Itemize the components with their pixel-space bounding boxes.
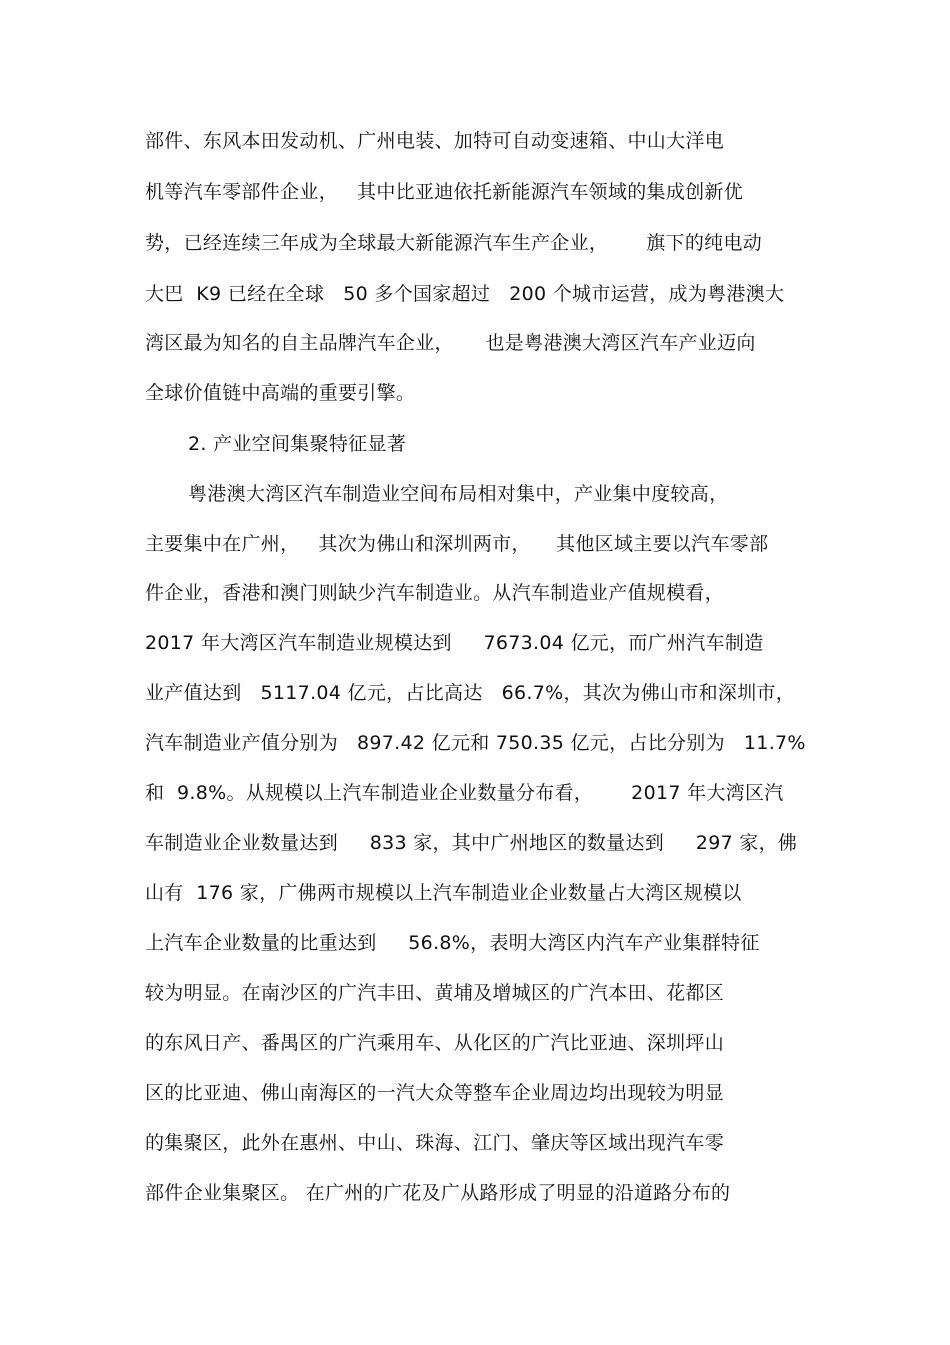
text-line: 部件、东风本田发动机、广州电装、加特可自动变速箱、中山大洋电 (145, 130, 725, 152)
text-line: 主要集中在广州， 其次为佛山和深圳两市， 其他区域主要以汽车零部 (145, 533, 769, 555)
text-line: 部件企业集聚区。 在广州的广花及广从路形成了明显的沿道路分布的 (145, 1182, 731, 1204)
text-line: 湾区最为知名的自主品牌汽车企业， 也是粤港澳大湾区汽车产业迈向 (145, 332, 756, 354)
text-line: 件企业，香港和澳门则缺少汽车制造业。从汽车制造业产值规模看， (145, 582, 725, 604)
text-line: 大巴 K9 已经在全球 50 多个国家超过 200 个城市运营，成为粤港澳大 (145, 283, 785, 305)
text-line: 区的比亚迪、佛山南海区的一汽大众等整车企业周边均出现较为明显 (145, 1082, 725, 1104)
text-line: 上汽车企业数量的比重达到 56.8%，表明大湾区内汽车产业集群特征 (145, 932, 760, 954)
text-line: 粤港澳大湾区汽车制造业空间布局相对集中，产业集中度较高， (188, 483, 729, 505)
text-line: 的集聚区，此外在惠州、中山、珠海、江门、肇庆等区域出现汽车零 (145, 1132, 725, 1154)
text-line: 山有 176 家，广佛两市规模以上汽车制造业企业数量占大湾区规模以 (145, 882, 742, 904)
text-line: 2017 年大湾区汽车制造业规模达到 7673.04 亿元，而广州汽车制造 (145, 632, 764, 654)
text-line: 业产值达到 5117.04 亿元，占比高达 66.7%，其次为佛山市和深圳市， (145, 682, 796, 704)
text-line: 汽车制造业产值分别为 897.42 亿元和 750.35 亿元，占比分别为 11.7% (145, 732, 806, 754)
text-line: 和 9.8%。从规模以上汽车制造业企业数量分布看， 2017 年大湾区汽 (145, 782, 784, 804)
text-line: 全球价值链中高端的重要引擎。 (145, 382, 416, 404)
text-line: 的东风日产、番禺区的广汽乘用车、从化区的广汽比亚迪、深圳坪山 (145, 1032, 725, 1054)
section-heading: 2. 产业空间集聚特征显著 (188, 433, 407, 455)
text-line: 较为明显。在南沙区的广汽丰田、黄埔及增城区的广汽本田、花都区 (145, 982, 725, 1004)
text-line: 机等汽车零部件企业， 其中比亚迪依托新能源汽车领域的集成创新优 (145, 181, 744, 203)
text-line: 势，已经连续三年成为全球最大新能源汽车生产企业， 旗下的纯电动 (145, 232, 763, 254)
text-line: 车制造业企业数量达到 833 家，其中广州地区的数量达到 297 家，佛 (145, 832, 798, 854)
